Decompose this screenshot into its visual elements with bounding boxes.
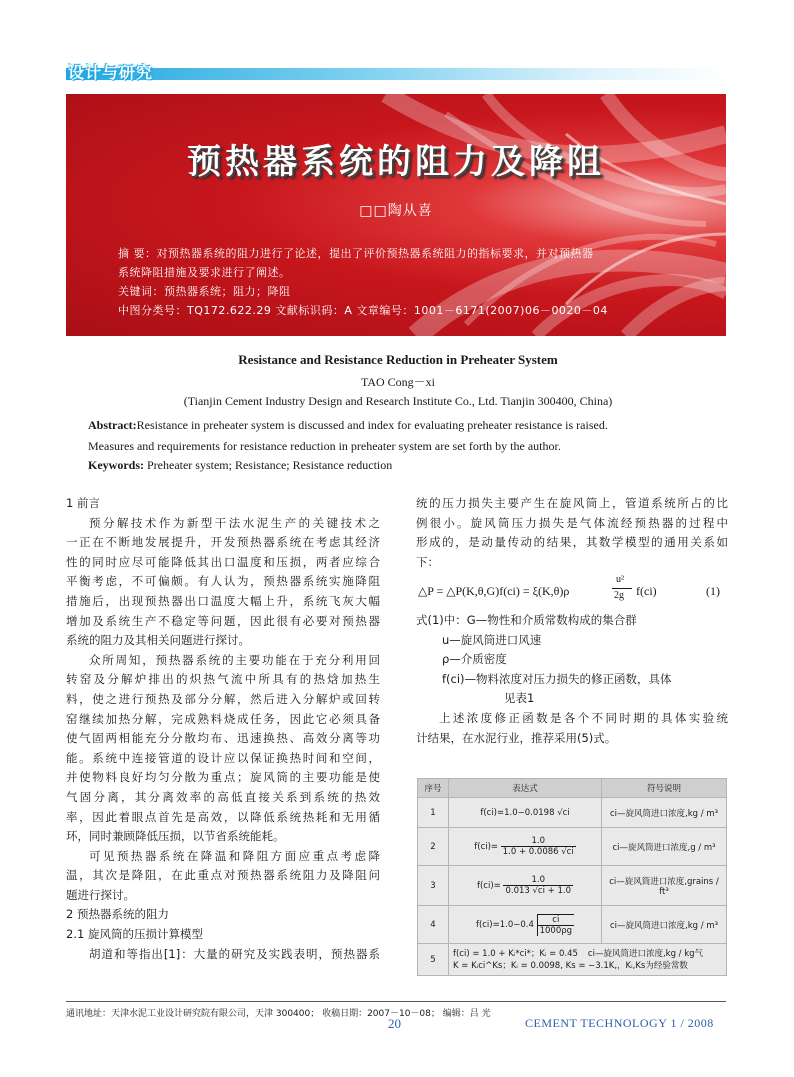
- formula-fraction-bar: [612, 588, 632, 589]
- classification-line: 中图分类号：TQ172.622.29 文献标识码：A 文章编号：1001－6171(2007)06－0020－04: [118, 304, 608, 317]
- formula-rhs: f(ci): [636, 584, 657, 598]
- english-abstract: [88, 415, 708, 457]
- symbol-description: ci—旋风筒进口浓度,kg / m³: [602, 906, 727, 944]
- paragraph-line: 统的压力损失主要产生在旋风筒上，管道系统所占的比: [416, 496, 728, 510]
- keywords-text: Preheater system; Resistance; Resistance reduction: [144, 458, 393, 472]
- paragraph-line: 措施后，出现预热器出口温度大幅上升，系统飞灰大幅: [66, 593, 380, 608]
- paragraph-line: 预分解技术作为新型干法水泥生产的关键技术之: [89, 515, 380, 530]
- paragraph-line: 并使物料良好均匀分散为重点；旋风筒的主要功能是使: [66, 770, 380, 785]
- table-row: [418, 906, 727, 944]
- expression-prefix: f(ci)=: [474, 841, 499, 852]
- paragraph-line: 料，使之进行预热及部分分解，然后进入分解炉或回转: [66, 691, 380, 706]
- text-heading-line: 式(1)中：G—物性和介质常数构成的集合群: [416, 613, 637, 627]
- symbol-description: ci—旋风筒进口浓度,kg / m³: [602, 798, 727, 828]
- table-row: [418, 944, 727, 976]
- row-number: 5: [418, 944, 449, 976]
- right-column-top: [416, 494, 728, 572]
- fraction-denominator: 1.0 + 0.0086 √ci: [502, 847, 574, 857]
- expression-line: K = Kᵢci^Ks；Kᵢ = 0.0098, Ks = −3.1K,，Kᵢ,Ks为经验常数: [453, 960, 688, 971]
- text-heading-line: ρ—介质密度: [442, 652, 507, 667]
- expression-sqrt-fraction: [537, 914, 574, 936]
- abstract-label: Abstract:: [88, 418, 137, 432]
- paragraph-line: 众所周知，预热器系统的主要功能在于充分利用回: [89, 652, 380, 667]
- row-number: 2: [418, 828, 449, 866]
- fraction-numerator: 1.0: [501, 836, 576, 847]
- formula-lhs: △P = △P(K,θ,G)f(ci) = ξ(K,θ)ρ: [418, 584, 570, 598]
- article-author: □□陶从喜: [359, 203, 433, 219]
- expression-cell: [449, 866, 602, 906]
- symbol-description: ci—旋风筒进口浓度,kg / kg气: [587, 948, 704, 959]
- expression-fraction: [503, 875, 573, 896]
- paragraph-line: 例很小。旋风筒压力损失是气体流经预热器的过程中: [416, 515, 728, 530]
- fraction-denominator: 1000ρg: [539, 925, 573, 936]
- expression-cell: [449, 828, 602, 866]
- english-title: Resistance and Resistance Reduction in Preheater System: [238, 352, 558, 367]
- paragraph-line: 转窑及分解炉排出的炽热气流中所具有的热焓加热生: [66, 672, 380, 687]
- text-heading-line: 2.1 旋风筒的压损计算模型: [66, 927, 203, 942]
- paragraph-line: 下：: [416, 554, 439, 569]
- row-number: 1: [418, 798, 449, 828]
- paragraph-line: 可见预热器系统在降温和降阻方面应重点考虑降: [89, 848, 380, 863]
- paragraph-line: 题进行探讨。: [66, 887, 135, 902]
- row-number: 4: [418, 906, 449, 944]
- text-heading-line: 2 预热器系统的阻力: [66, 907, 169, 922]
- abstract-line: 摘 要：对预热器系统的阻力进行了论述，提出了评价预热器系统阻力的指标要求，并对预热器: [118, 247, 594, 260]
- abstract-line: 系统降阻措施及要求进行了阐述。: [118, 266, 291, 279]
- paragraph-line: 使气固两相能充分分散均布、迅速换热、高效分离等功: [66, 731, 380, 746]
- chinese-abstract-block: [118, 244, 708, 320]
- table-header: 表达式: [449, 779, 602, 798]
- english-author: TAO Cong－xi: [360, 375, 436, 389]
- paragraph-line: 系统的阻力及其相关问题进行探讨。: [66, 633, 250, 648]
- expression-prefix: f(ci)=: [476, 880, 501, 891]
- text-heading-line: u—旋风筒进口风速: [442, 632, 542, 647]
- table-row: [418, 828, 727, 866]
- symbol-description: ci—旋风筒进口浓度,grains / ft³: [602, 866, 727, 906]
- english-affiliation: (Tianjin Cement Industry Design and Research Institute Co., Ltd. Tianjin 300400, China): [183, 394, 613, 408]
- paragraph-line: 性的同时应尽可能降低其出口温度和压损，两者应综合: [66, 554, 380, 569]
- section-header: [66, 62, 726, 80]
- equation-1: [416, 576, 728, 606]
- equation-number: (1): [706, 584, 720, 598]
- abstract-text: Measures and requirements for resistance reduction in preheater system are set forth by the author.: [88, 439, 561, 453]
- paragraph-line: 平衡考虑，不可偏颇。有人认为，预热器系统实施降阻: [66, 574, 380, 589]
- title-banner: [66, 94, 726, 336]
- expression-cell: [449, 944, 727, 976]
- expression-fraction: [501, 836, 576, 857]
- paragraph-line: 一正在不断地发展提升，开发预热器系统在考虑其经济: [66, 535, 380, 550]
- paragraph-line: 窑继续加热分解，完成熟料烧成任务，因此它必须具备: [66, 711, 380, 726]
- paragraph-line: 气固分离，其分离效率的高低直接关系到系统的热效: [66, 789, 380, 804]
- right-column-bottom: [416, 611, 728, 748]
- text-heading-line: 1 前言: [66, 496, 100, 510]
- paragraph-line: 率，因此着眼点首先是高效，以降低系统热耗和无用循: [66, 809, 380, 824]
- english-keywords: [88, 458, 708, 473]
- paragraph-line: 计结果，在水泥行业，推荐采用(5)式。: [416, 730, 617, 745]
- formula-numerator: u²: [616, 574, 624, 585]
- fraction-numerator: 1.0: [503, 875, 573, 886]
- left-column: [66, 494, 380, 964]
- footer-divider: [66, 1001, 726, 1002]
- keywords-label: Keywords:: [88, 458, 144, 472]
- expression-prefix: f(ci)=1.0−0.4: [475, 919, 534, 930]
- section-header-bar: [66, 68, 726, 80]
- expression-cell: [449, 906, 602, 944]
- paragraph-line: 温，其次是降阻，在此重点对预热器系统阻力及降阻问: [66, 868, 380, 883]
- fraction-numerator: ci: [538, 915, 574, 926]
- formula-denominator: 2g: [614, 590, 624, 601]
- abstract-text: Resistance in preheater system is discussed and index for evaluating preheater resistance is raised.: [136, 418, 608, 432]
- article-title: 预热器系统的阻力及降阻: [187, 142, 605, 182]
- paragraph-line: 上述浓度修正函数是各个不同时期的具体实验统: [439, 710, 728, 725]
- correction-function-table: [417, 778, 727, 976]
- symbol-description: ci—旋风筒进口浓度,g / m³: [602, 828, 727, 866]
- keywords-line: 关键词：预热器系统；阻力；降阻: [118, 285, 291, 298]
- footer-correspondence-note: 通讯地址：天津水泥工业设计研究院有限公司，天津 300400； 收稿日期：2007－10－08； 编辑：吕 光: [66, 1009, 491, 1019]
- paragraph-line: 能。系统中连接管道的设计应以保证换热时间和空间，: [66, 750, 380, 765]
- page-number: 20: [388, 1016, 401, 1031]
- text-heading-line: f(ci)—物料浓度对压力损失的修正函数，具体: [442, 671, 672, 686]
- row-number: 3: [418, 866, 449, 906]
- fraction-denominator: 0.013 √ci + 1.0: [505, 886, 572, 896]
- table-header: 序号: [418, 779, 449, 798]
- table-row: [418, 798, 727, 828]
- paragraph-line: 环，同时兼顾降低压损，以节省系统能耗。: [66, 829, 285, 844]
- table-row: [418, 866, 727, 906]
- text-heading-line: 见表1: [504, 691, 535, 706]
- expression-line: f(ci) = 1.0 + Kᵢ*ci*；Kᵢ = 0.45: [453, 948, 578, 959]
- paragraph-line: 增加及系统生产不稳定等问题，因此很有必要对预热器: [66, 613, 380, 628]
- paragraph-line: 胡道和等指出[1]：大量的研究及实践表明，预热器系: [89, 946, 380, 961]
- section-label: 设计与研究: [68, 63, 154, 82]
- journal-name: CEMENT TECHNOLOGY 1 / 2008: [525, 1016, 714, 1030]
- table-header: 符号说明: [602, 779, 727, 798]
- paragraph-line: 形成的，是动量传动的结果，其数学模型的通用关系如: [416, 535, 728, 550]
- expression-cell: f(ci)=1.0−0.0198 √ci: [449, 798, 602, 828]
